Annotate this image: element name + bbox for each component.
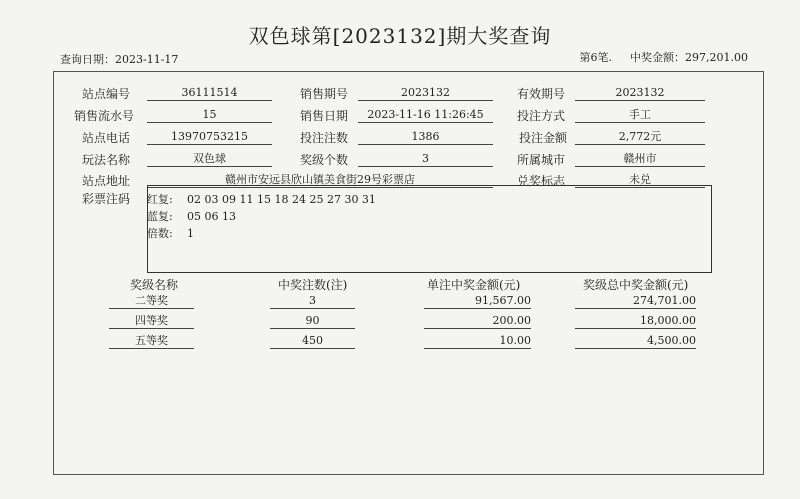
bet-count-label: 投注注数 <box>300 131 349 145</box>
ticket-code-label: 彩票注码 <box>82 192 131 206</box>
table-row-1-single: 200.00 <box>424 313 531 329</box>
phone-value: 13970753215 <box>147 129 272 145</box>
table-row-1-count: 90 <box>270 313 355 329</box>
red-balls-line <box>147 191 376 207</box>
table-row-2-count: 450 <box>270 333 355 349</box>
game-name-label: 玩法名称 <box>82 153 131 167</box>
page-title: 双色球第[2023132]期大奖查询 <box>248 24 552 48</box>
table-row-2-single: 10.00 <box>424 333 531 349</box>
red-balls: 02 03 09 11 15 18 24 25 27 30 31 <box>187 193 376 206</box>
table-row-0-single: 91,567.00 <box>424 293 531 309</box>
prize-levels-value: 3 <box>358 151 493 167</box>
header-total-prize: 奖级总中奖金额(元) <box>583 278 689 292</box>
multiple-line <box>147 225 194 241</box>
bet-amount-label: 投注金额 <box>519 131 568 145</box>
station-no-value: 36111514 <box>147 85 272 101</box>
blue-balls: 05 06 13 <box>187 210 236 223</box>
multiple-label: 倍数: <box>147 227 173 240</box>
serial-no-label: 销售流水号 <box>74 109 135 123</box>
blue-label: 蓝复: <box>147 210 173 223</box>
header-single-prize: 单注中奖金额(元) <box>427 278 521 292</box>
valid-period-label: 有效期号 <box>517 87 566 101</box>
address-label: 站点地址 <box>82 174 131 188</box>
header-prize-level: 奖级名称 <box>130 278 179 292</box>
table-row-0-count: 3 <box>270 293 355 309</box>
table-row-0-level: 二等奖 <box>109 293 194 309</box>
phone-label: 站点电话 <box>82 131 131 145</box>
bet-count-value: 1386 <box>358 129 493 145</box>
multiple-value: 1 <box>187 227 194 240</box>
redeem-flag-label: 兑奖标志 <box>517 174 566 188</box>
bet-method-value: 手工 <box>575 107 705 123</box>
sale-date-label: 销售日期 <box>300 109 349 123</box>
total-prize: 中奖金额：297,201.00 <box>630 51 748 64</box>
header-winning-count: 中奖注数(注) <box>278 278 348 292</box>
query-date: 查询日期：2023-11-17 <box>60 53 179 66</box>
station-no-label: 站点编号 <box>82 87 131 101</box>
bet-method-label: 投注方式 <box>517 109 566 123</box>
sale-period-label: 销售期号 <box>300 87 349 101</box>
summary <box>562 49 748 65</box>
table-row-0-total: 274,701.00 <box>575 293 696 309</box>
sale-date-value: 2023-11-16 11:26:45 <box>358 107 493 123</box>
game-name-value: 双色球 <box>147 151 272 167</box>
serial-no-value: 15 <box>147 107 272 123</box>
bet-amount-value: 2,772元 <box>575 129 705 145</box>
redeem-flag-value: 未兑 <box>575 172 705 188</box>
table-row-2-total: 4,500.00 <box>575 333 696 349</box>
table-row-2-level: 五等奖 <box>109 333 194 349</box>
city-label: 所属城市 <box>517 153 566 167</box>
prize-levels-label: 奖级个数 <box>300 153 349 167</box>
blue-balls-line <box>147 208 236 224</box>
valid-period-value: 2023132 <box>575 85 705 101</box>
red-label: 红复: <box>147 193 173 206</box>
ticket-count: 第6笔. <box>579 51 613 64</box>
sale-period-value: 2023132 <box>358 85 493 101</box>
address-value: 赣州市安远县欣山镇美食街29号彩票店 <box>147 172 493 188</box>
table-row-1-total: 18,000.00 <box>575 313 696 329</box>
city-value: 赣州市 <box>575 151 705 167</box>
table-row-1-level: 四等奖 <box>109 313 194 329</box>
